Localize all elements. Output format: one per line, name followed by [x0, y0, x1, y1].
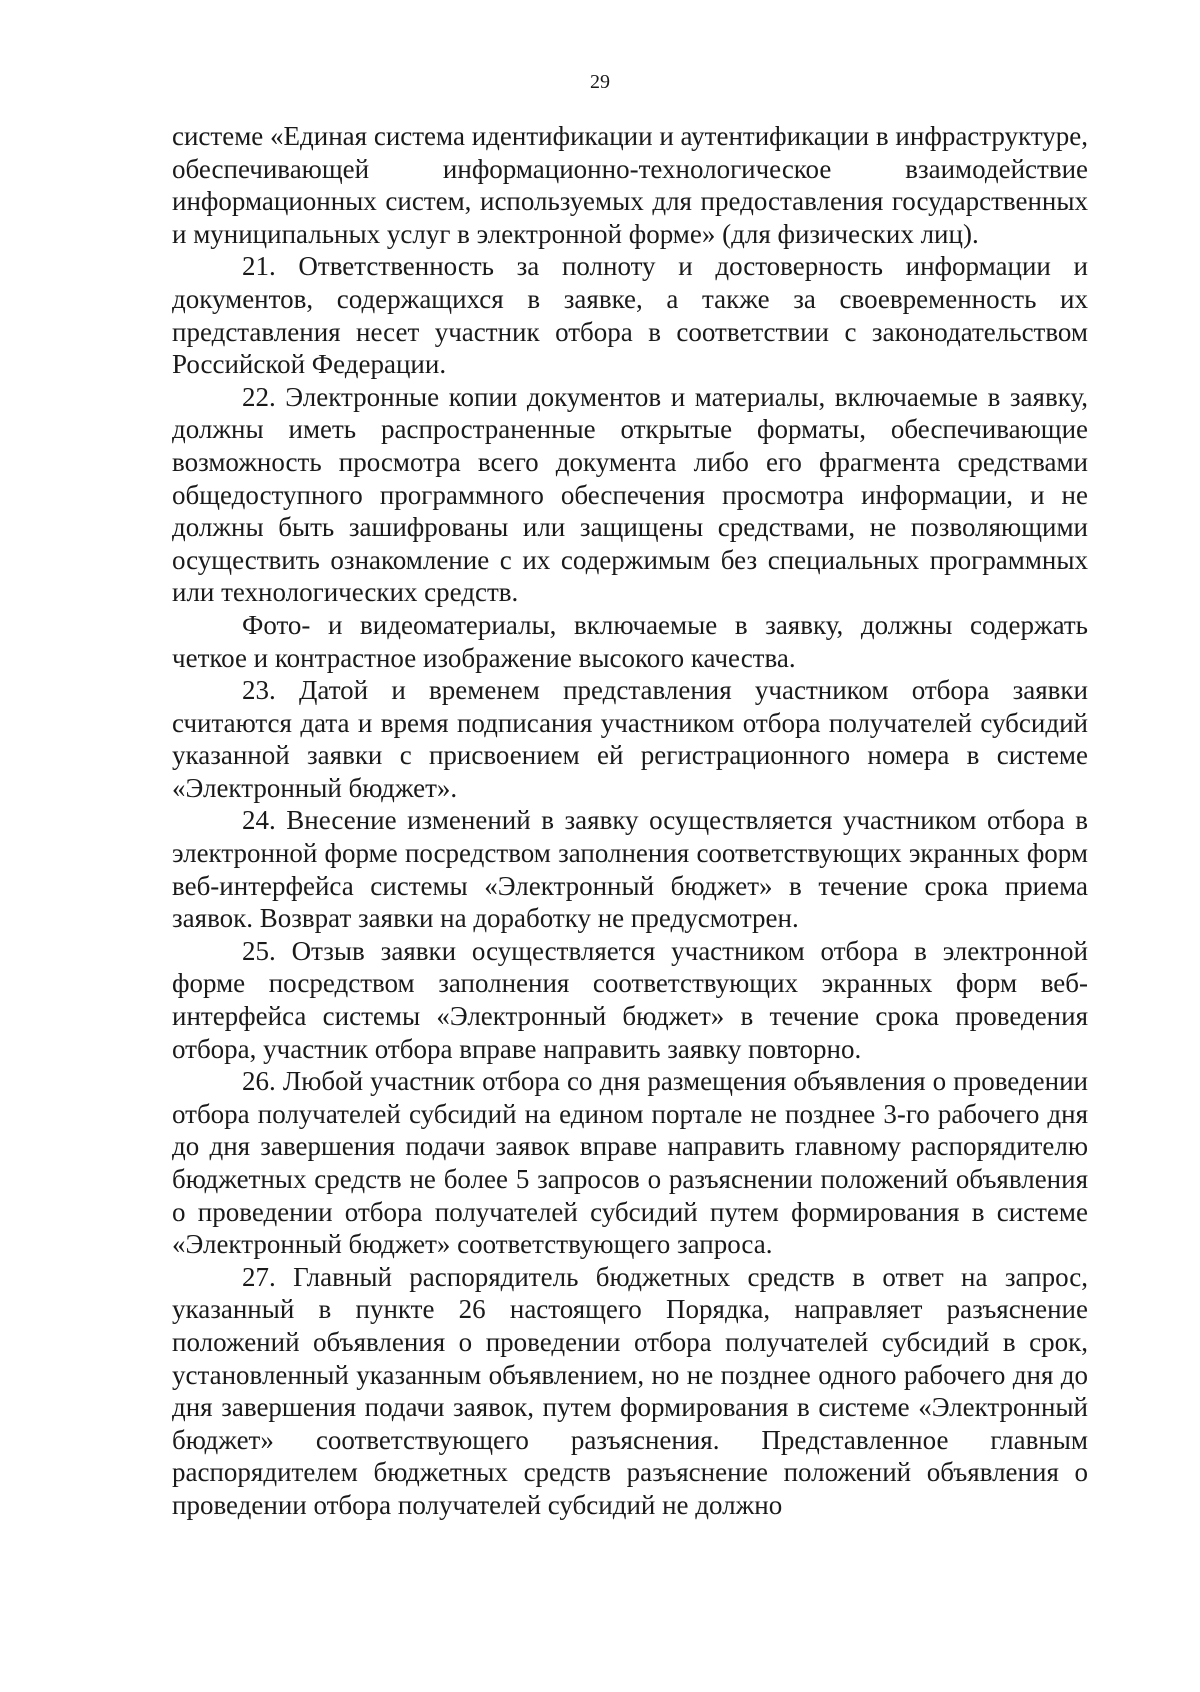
paragraph-25: 25. Отзыв заявки осуществляется участником отбора в электронной форме посредством заполнения соответствующих экранных форм веб-интерфейса системы «Электронный бюджет» в течение срока проведения отбора, участник отбора вправе направить заявку повторно. [172, 935, 1088, 1064]
page-number: 29 [590, 71, 610, 93]
paragraph-22-photo-video: Фото- и видеоматериалы, включаемые в заявку, должны содержать четкое и контрастное изображение высокого качества. [172, 609, 1088, 673]
document-body [172, 120, 1088, 1522]
paragraph-24: 24. Внесение изменений в заявку осуществляется участником отбора в электронной форме посредством заполнения соответствующих экранных форм веб-интерфейса системы «Электронный бюджет» в течение срока приема заявок. Возврат заявки на доработку не предусмотрен. [172, 805, 1088, 934]
paragraph-21: 21. Ответственность за полноту и достоверность информации и документов, содержащихся в заявке, а также за своевременность их представления несет участник отбора в соответствии с законодательством Российской Федерации. [172, 251, 1088, 380]
paragraph-22: 22. Электронные копии документов и материалы, включаемые в заявку, должны иметь распространенные открытые форматы, обеспечивающие возможность просмотра всего документа либо его фрагмента средствами общедоступного программного обеспечения просмотра информации, и не должны быть зашифрованы или защищены средствами, не позволяющими осуществить ознакомление с их содержимым без специальных программных или технологических средств. [172, 381, 1088, 608]
paragraph-23: 23. Датой и временем представления участником отбора заявки считаются дата и время подписания участником отбора получателей субсидий указанной заявки с присвоением ей регистрационного номера в системе «Электронный бюджет». [172, 675, 1088, 803]
paragraph-26: 26. Любой участник отбора со дня размещения объявления о проведении отбора получателей субсидий на едином портале не позднее 3-го рабочего дня до дня завершения подачи заявок вправе направить главному распорядителю бюджетных средств не более 5 запросов о разъяснении положений объявления о проведении отбора получателей субсидий путем формирования в системе «Электронный бюджет» соответствующего запроса. [172, 1066, 1088, 1260]
paragraph-continuation: системе «Единая система идентификации и аутентификации в инфраструктуре, обеспечивающей информационно-технологическое взаимодействие информационных систем, используемых для предоставления государственных и муниципальных услуг в электронной форме» (для физических лиц). [172, 121, 1088, 249]
paragraph-27: 27. Главный распорядитель бюджетных средств в ответ на запрос, указанный в пункте 26 настоящего Порядка, направляет разъяснение положений объявления о проведении отбора получателей субсидий в срок, установленный указанным объявлением, но не позднее одного рабочего дня до дня завершения подачи заявок, путем формирования в системе «Электронный бюджет» соответствующего разъяснения. Представленное главным распорядителем бюджетных средств разъяснение положений объявления о проведении отбора получателей субсидий не должно [172, 1261, 1088, 1520]
